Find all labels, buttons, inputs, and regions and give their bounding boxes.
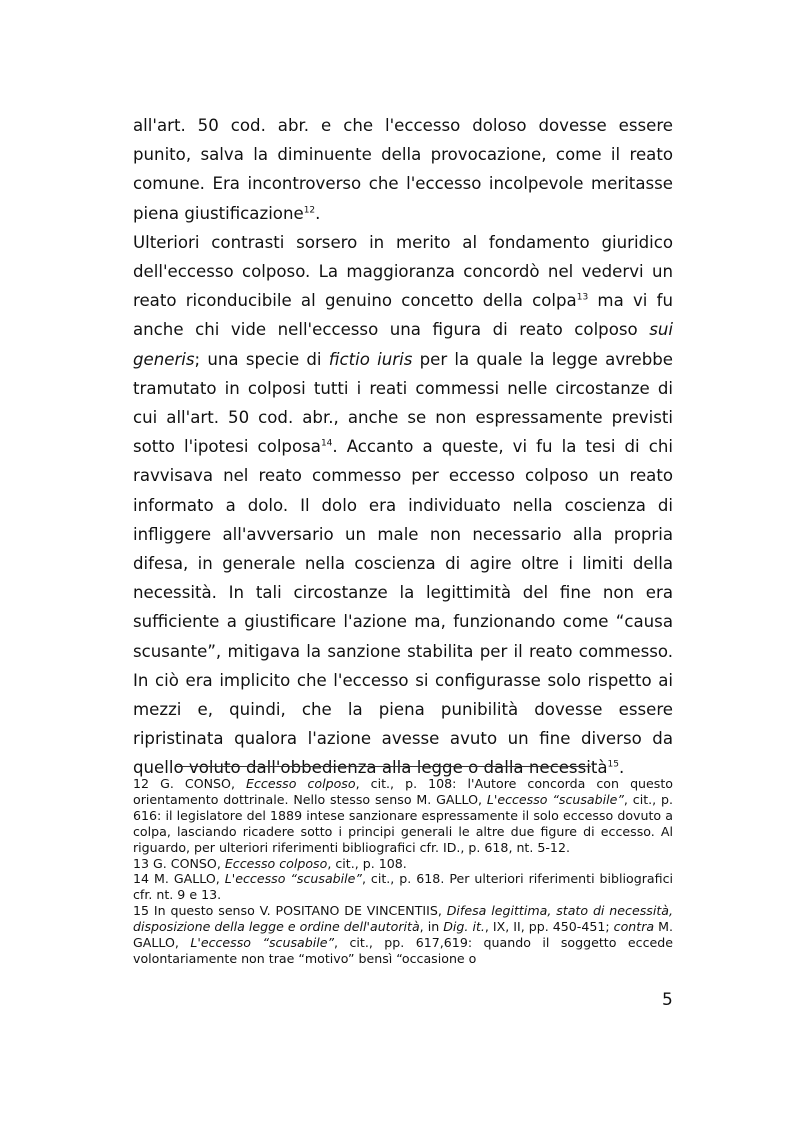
footnote-italic: Eccesso colposo (246, 776, 356, 791)
footnote-text: 14 M. GALLO, (133, 871, 225, 887)
footnote-text: , cit., p. 618. Per ulteriori riferimenti bibliografici cfr. nt. 9 e 13. (133, 871, 673, 903)
paragraph-2 (133, 228, 673, 783)
footnote-ref-13: 13 (576, 292, 589, 303)
body-text (133, 111, 673, 783)
paragraph-2-text: Ulteriori contrasti sorsero in merito al fondamento giuridico dell'eccesso colposo. La maggioranza concordò nel vedervi un reato riconducibile al genuino concetto della colpa (133, 232, 673, 311)
paragraph-2-text: . Accanto a queste, vi fu la tesi di chi ravvisava nel reato commesso per eccesso colposo un reato informato a dolo. Il dolo era individuato nella coscienza di infliggere all'avversario un male non necessario alla propria difesa, in generale nella coscienza di agire oltre i limiti della necessità. In tali circostanze la legittimità del fine non era sufficiente a giustificare l'azione ma, funzionando come “causa scusante”, mitigava la sanzione stabilita per il reato commesso. In ciò era implicito che l'eccesso si configurasse solo rispetto ai mezzi e, quindi, che la piena punibilità dovesse essere ripristinata qualora l'azione avesse avuto un fine diverso da quello voluto dall'obbedienza alla legge o dalla necessità (133, 437, 673, 778)
italic-term: fictio iuris (328, 349, 413, 369)
footnote-italic: L'eccesso “scusabile” (190, 935, 334, 951)
footnote-12 (133, 776, 673, 856)
footnote-italic: Eccesso colposo (224, 855, 328, 871)
footnote-text: , cit., p. 108. (327, 855, 407, 871)
footnote-italic: L'eccesso “scusabile” (224, 871, 362, 887)
footnote-italic: Dig. it. (443, 919, 485, 935)
footnote-italic: L'eccesso “scusabile” (486, 791, 624, 807)
footnote-text: , cit., p. 108: l'Autore concorda con questo orientamento dottrinale. Nello stesso senso M. GALLO, (133, 776, 673, 807)
footnote-text: , in (419, 919, 444, 935)
footnote-14 (133, 871, 673, 903)
footnote-13 (133, 856, 673, 872)
footnote-text: M. GALLO, (133, 919, 674, 951)
footnote-text: 15 In questo senso V. POSITANO DE VINCENTIIS, (133, 903, 447, 919)
footnote-text: , cit., pp. 617,619: quando il soggetto eccede volontariamente non trae “motivo” bensì “occasione o (133, 935, 673, 966)
paragraph-2-end: . (618, 758, 625, 778)
footnote-separator (175, 766, 591, 767)
footnote-15 (133, 903, 673, 967)
footnote-ref-15: 15 (607, 759, 619, 770)
footnote-text: 12 G. CONSO, (133, 776, 247, 791)
footnote-italic: Difesa legittima, stato di necessità, disposizione della legge e ordine dell'autorità (133, 903, 673, 935)
paragraph-1-end: . (315, 203, 321, 223)
footnote-text: , IX, II, pp. 450-451; (484, 919, 614, 935)
footnote-text: , cit., p. 616: il legislatore del 1889 intese sanzionare espressamente il solo eccesso dovuto a colpa, lasciando ricadere sotto i principi generali le altre due figure di eccesso. Al riguardo, per ulteriori riferimenti bibliografici cfr. ID., p. 618, nt. 5-12. (133, 791, 673, 855)
footnote-ref-12: 12 (303, 205, 316, 216)
footnote-italic: contra (613, 919, 655, 935)
paragraph-2-text: per la quale la legge avrebbe tramutato in colposi tutti i reati commessi nelle circostanze di cui all'art. 50 cod. abr., anche se non espressamente previsti sotto l'ipotesi colposa (133, 349, 673, 457)
footnotes (133, 776, 673, 967)
footnote-ref-14: 14 (320, 438, 333, 449)
paragraph-1-text: all'art. 50 cod. abr. e che l'eccesso doloso dovesse essere punito, salva la diminuente della provocazione, come il reato comune. Era incontroverso che l'eccesso incolpevole meritasse piena giustificazione (133, 116, 673, 223)
paragraph-1 (133, 111, 673, 228)
footnote-text: 13 G. CONSO, (133, 855, 225, 871)
paragraph-2-text: ma vi fu anche chi vide nell'eccesso una figura di reato colposo (133, 291, 673, 340)
page-number: 5 (662, 990, 673, 1010)
paragraph-2-text: ; una specie di (194, 349, 329, 369)
italic-term: sui generis (133, 320, 673, 369)
